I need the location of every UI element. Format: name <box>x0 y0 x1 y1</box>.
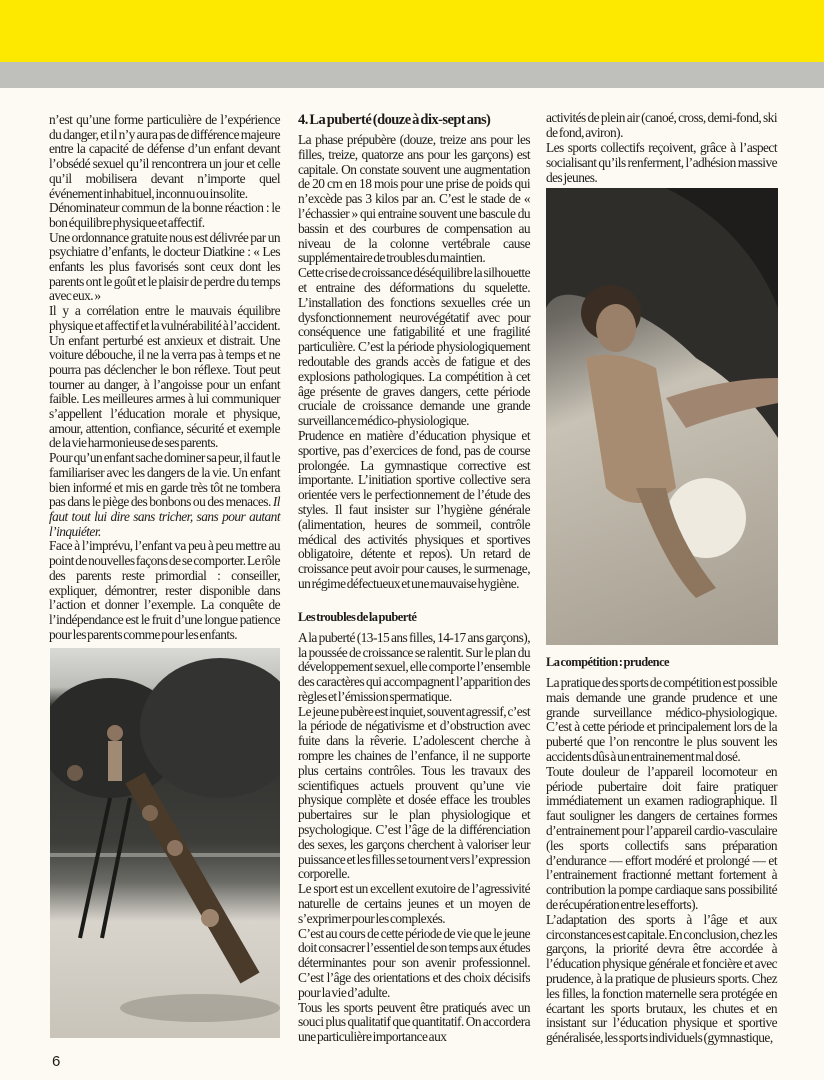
paragraph: activités de plein air (canoé, cross, demi-fond, ski de fond, aviron). <box>546 110 777 140</box>
page-number: 6 <box>52 1053 61 1070</box>
paragraph: Le jeune pubère est inquiet, souvent agressif, c’est la période de négativisme et d’obstruction avec fuite dans la rêverie. L’adolescent cherche à rompre les chaines de l’enfance, il ne supporte plus certains contrôles. Tous les travaux des scientifiques actuels prouvent qu’une vie physique complète et dosée efface les troubles pubertaires sur le plan physiologique et psychologique. C’est l’âge de la différenciation des sexes, les garçons cherchent à valoriser leur puissance et les filles se tournent vers l’expression corporelle. <box>298 703 530 882</box>
paragraph-text: Pour qu’un enfant sache dominer sa peur, il faut le familiariser avec les dangers de la vie. Un enfant bien informé et mis en garde très tôt ne tombera pas dans le piège des bonbons ou des menaces. <box>49 450 280 510</box>
photo-boy-with-ball-on-beach <box>546 188 778 645</box>
subsection-heading: Les troubles de la puberté <box>298 609 417 624</box>
paragraph: n’est qu’une forme particulière de l’expérience du danger, et il n’y aura pas de différence majeure entre la capacité de défense d’un enfant devant l’obsédé sexuel qu’il rencontrera un jour et celle qu’il mobilisera devant n’importe quel événement inhabituel, inconnu ou insolite. <box>49 112 280 201</box>
paragraph: Tous les sports peuvent être pratiqués avec un souci plus qualitatif que quantitatif. On accordera une particulière importance aux <box>298 999 530 1045</box>
paragraph: La phase prépubère (douze, treize ans pour les filles, treize, quatorze ans pour les garçons) est capitale. On constate souvent une augmentation de 20 cm en 18 mois pour une prise de poids qui n’excède pas 3 kilos par an. C’est le stade de « l’échassier » qui entraine souvent une bascule du bassin et des courbures de compensation au niveau de la colonne vertébrale cause supplémentaire de troubles du maintien. <box>298 132 530 266</box>
paragraph: L’adaptation des sports à l’âge et aux circonstances est capitale. En conclusion, chez les garçons, la priorité devra être accordée à l’éducation physique générale et foncière et avec prudence, à la pratique de plusieurs sports. Chez les filles, la fonction maternelle sera protégée en écartant les sports brutaux, les chutes et en insistant sur l’éducation physique et sportive généralisée, les sports individuels (gymnastique, <box>546 911 777 1046</box>
paragraph: Dénominateur commun de la bonne réaction : le bon équilibre physique et affectif. <box>49 200 280 230</box>
header-gray-band <box>0 62 824 88</box>
section-heading: 4. La puberté (douze à dix-sept ans) <box>298 112 491 128</box>
header-yellow-band <box>0 0 824 62</box>
slide-photo-illustration <box>50 648 280 1038</box>
paragraph: A la puberté (13-15 ans filles, 14-17 ans garçons), la poussée de croissance se ralentit. Sur le plan du développement sexuel, elle comporte l’ensemble des caractères qui accompagnent l’apparition des règles et l’émission spermatique. <box>298 629 530 704</box>
paragraph: Une ordonnance gratuite nous est délivrée par un psychiatre d’enfants, le docteur Diatkine : « Les enfants les plus favorisés sont ceux dont les parents ont le goût et le plaisir de perdre du temps avec eux. » <box>49 229 280 304</box>
beach-photo-illustration <box>546 188 778 645</box>
column-1 <box>49 113 280 642</box>
paragraph: Le sport est un excellent exutoire de l’agressivité naturelle de certains jeunes et un moyen de s’exprimer pour les complexés. <box>298 881 530 926</box>
paragraph: C’est au cours de cette période de vie que le jeune doit consacrer l’essentiel de son temps aux études déterminantes pour son avenir professionnel. C’est l’âge des orientations et des choix décisifs pour la vie d’adulte. <box>298 925 530 1000</box>
paragraph: Toute douleur de l’appareil locomoteur en période pubertaire doit faire pratiquer immédiatement un examen radiographique. Il faut souligner les dangers de certaines formes d’entrainement pour l’appareil cardio-vasculaire (les sports collectifs sans préparation d’endurance — effort modéré et prolongé — et l’entrainement fractionné mettant fortement à contribution la pompe cardiaque sans possibilité de récupération entre les efforts). <box>546 763 777 912</box>
paragraph: Prudence en matière d’éducation physique et sportive, pas d’exercices de fond, pas de course prolongée. La gymnastique corrective est importante. L’initiation sportive collective sera orientée vers le perfectionnement de l’étude des styles. Il faut insister sur l’hygiène générale (alimentation, heures de sommeil, contrôle médical des activités physiques et sportives obligatoire, détente et repos). Un retard de croissance peut avoir pour causes, le surmenage, un régime défectueux et une mauvaise hygiène. <box>298 427 530 591</box>
paragraph: Les sports collectifs reçoivent, grâce à l’aspect socialisant qu’ils renferment, l’adhésion massive des jeunes. <box>546 140 777 185</box>
paragraph: La pratique des sports de compétition est possible mais demande une grande prudence et une grande surveillance médico-physiologique. C’est à cette période et principalement lors de la puberté que l’on rencontre le plus souvent les accidents dûs à un entrainement mal dosé. <box>546 675 777 764</box>
paragraph: Il y a corrélation entre le mauvais équilibre physique et affectif et la vulnérabilité à l’accident. Un enfant perturbé est anxieux et distrait. Une voiture débouche, il ne la verra pas à temps et ne pourra pas déclencher le bon réflexe. Tout peut tourner au danger, à l’angoisse pour un enfant faible. Les meilleures armes à lui communiquer s’appellent l’éducation morale et physique, amour, attention, confiance, sécurité et exemple de la vie harmonieuse de ses parents. <box>49 303 280 451</box>
column-3-bottom <box>546 655 777 1046</box>
italic-text: Il faut tout lui dire sans tricher, sans pour autant l’inquiéter. <box>49 494 280 539</box>
photo-children-on-slide <box>50 648 280 1038</box>
column-3-top <box>546 110 777 185</box>
paragraph: Face à l’imprévu, l’enfant va peu à peu mettre au point de nouvelles façons de se comporter. Le rôle des parents reste primordial : conseiller, expliquer, démontrer, rester disponible dans l’action et donner l’exemple. La conquête de l’indépendance est le fruit d’une longue patience pour les parents comme pour les enfants. <box>49 538 280 642</box>
subsection-heading: La compétition : prudence <box>546 655 670 669</box>
paragraph <box>49 451 280 539</box>
paragraph: Cette crise de croissance déséquilibre la silhouette et entraine des déformations du squelette. L’installation des fonctions sexuelles crée un dysfonctionnement neurovégétatif avec pour conséquence une fatigabilité et une fragilité particulière. C’est la période physiologiquement redoutable des grands accès de fatigue et des explosions pathologiques. La compétition à cet âge présente de graves dangers, cette période cruciale de croissance demande une grande surveillance médico-physiologique. <box>298 265 530 429</box>
column-2 <box>298 112 530 1045</box>
